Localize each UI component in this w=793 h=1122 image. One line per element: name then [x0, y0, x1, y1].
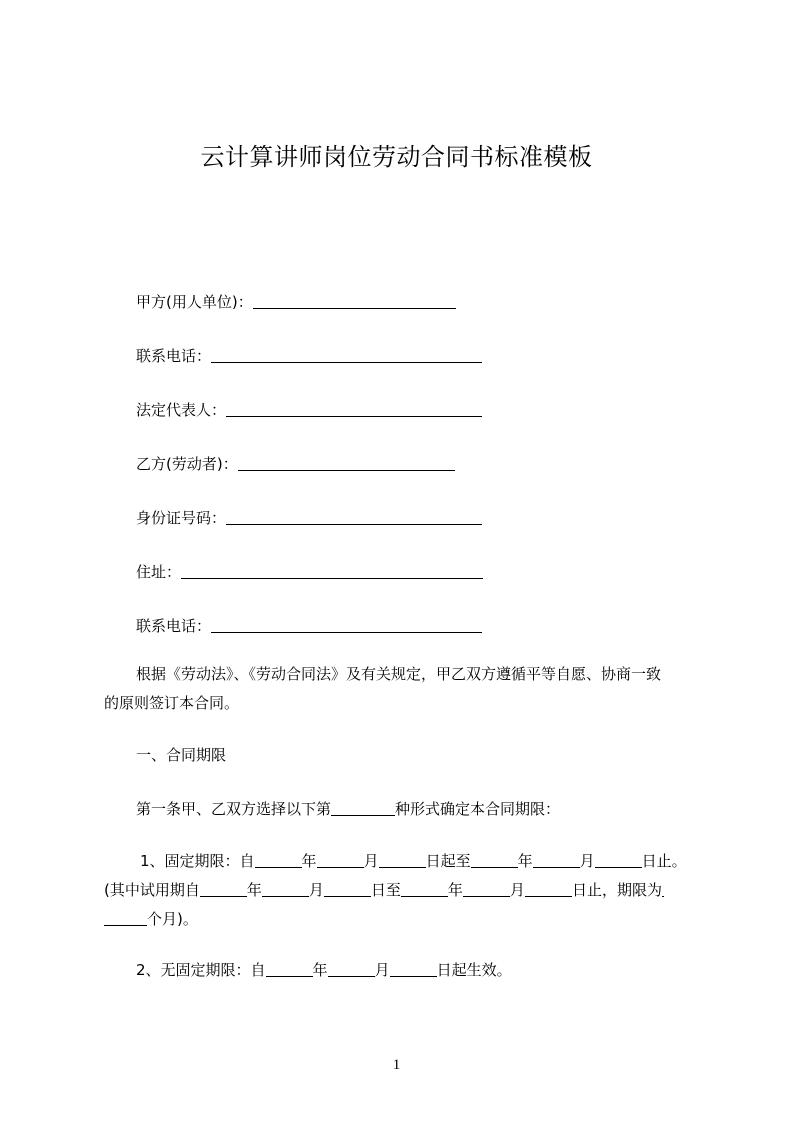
month-text: 月	[509, 881, 525, 899]
effective-text: 日起生效。	[436, 961, 512, 979]
party-b-label: 乙方(劳动者)：	[136, 455, 238, 473]
article-1-suffix: 种形式确定本合同期限：	[395, 800, 561, 818]
intro-line-1: 根据《劳动法》、《劳动合同法》及有关规定，甲乙双方遵循平等自愿、协商一致	[136, 665, 662, 683]
party-a-row	[136, 290, 456, 313]
trial-end-year-blank[interactable]	[401, 881, 448, 897]
trial-start-day-blank[interactable]	[324, 881, 371, 897]
phone-b-field[interactable]	[211, 616, 482, 633]
year-text: 年	[517, 852, 533, 870]
fixed-term-line-3	[104, 908, 198, 930]
party-b-field[interactable]	[238, 454, 455, 471]
trial-months-blank[interactable]	[104, 910, 147, 926]
month-text: 月	[308, 881, 324, 899]
open-day-blank[interactable]	[390, 961, 437, 977]
id-number-field[interactable]	[226, 508, 482, 525]
intro-line-2: 的原则签订本合同。	[104, 694, 240, 712]
legal-rep-field[interactable]	[226, 400, 482, 417]
party-a-label: 甲方(用人单位)：	[136, 293, 253, 311]
end-day-blank[interactable]	[595, 852, 642, 868]
phone-b-row	[136, 614, 482, 637]
legal-rep-row	[136, 398, 482, 421]
open-term-prefix: 2、无固定期限：自	[136, 961, 266, 979]
day-end-text: 日止。	[641, 852, 687, 870]
month-text: 月	[579, 852, 595, 870]
address-field[interactable]	[181, 562, 483, 579]
start-day-blank[interactable]	[379, 852, 426, 868]
end-year-blank[interactable]	[471, 852, 518, 868]
section-heading: 一、合同期限	[136, 746, 227, 764]
address-label: 住址：	[136, 563, 182, 581]
party-b-row	[136, 452, 455, 475]
month-text: 月	[374, 961, 390, 979]
fixed-term-line-2	[104, 879, 664, 901]
legal-rep-label: 法定代表人：	[136, 401, 227, 419]
id-number-row	[136, 506, 482, 529]
trial-end-month-blank[interactable]	[463, 881, 510, 897]
months-end-text: 个月)。	[147, 910, 198, 928]
day-from-text: 日起至	[425, 852, 471, 870]
document-title: 云计算讲师岗位劳动合同书标准模板	[200, 143, 593, 171]
year-text: 年	[301, 852, 317, 870]
article-1-prefix: 第一条甲、乙双方选择以下第	[136, 800, 332, 818]
trial-prefix: (其中试用期自	[104, 881, 200, 899]
phone-a-row	[136, 344, 482, 367]
article-1	[136, 798, 560, 820]
year-text: 年	[312, 961, 328, 979]
form-choice-blank[interactable]	[331, 800, 395, 816]
year-text: 年	[246, 881, 262, 899]
phone-a-field[interactable]	[211, 346, 482, 363]
fixed-term-prefix: 1、固定期限：自	[140, 852, 255, 870]
party-a-field[interactable]	[253, 292, 456, 309]
open-month-blank[interactable]	[328, 961, 375, 977]
id-number-label: 身份证号码：	[136, 509, 227, 527]
open-year-blank[interactable]	[266, 961, 313, 977]
start-month-blank[interactable]	[317, 852, 364, 868]
month-text: 月	[363, 852, 379, 870]
year-text: 年	[447, 881, 463, 899]
fixed-term-line-1	[140, 850, 687, 872]
trial-start-month-blank[interactable]	[262, 881, 309, 897]
page-number: 1	[392, 1057, 401, 1073]
phone-a-label: 联系电话：	[136, 347, 212, 365]
trial-to-text: 日至	[370, 881, 401, 899]
end-month-blank[interactable]	[533, 852, 580, 868]
start-year-blank[interactable]	[255, 852, 302, 868]
trial-end-text: 日止，期限为	[571, 881, 662, 899]
phone-b-label: 联系电话：	[136, 617, 212, 635]
period-underline	[662, 881, 664, 897]
trial-end-day-blank[interactable]	[525, 881, 572, 897]
open-term-line	[136, 959, 512, 981]
address-row	[136, 560, 483, 583]
trial-start-year-blank[interactable]	[200, 881, 247, 897]
